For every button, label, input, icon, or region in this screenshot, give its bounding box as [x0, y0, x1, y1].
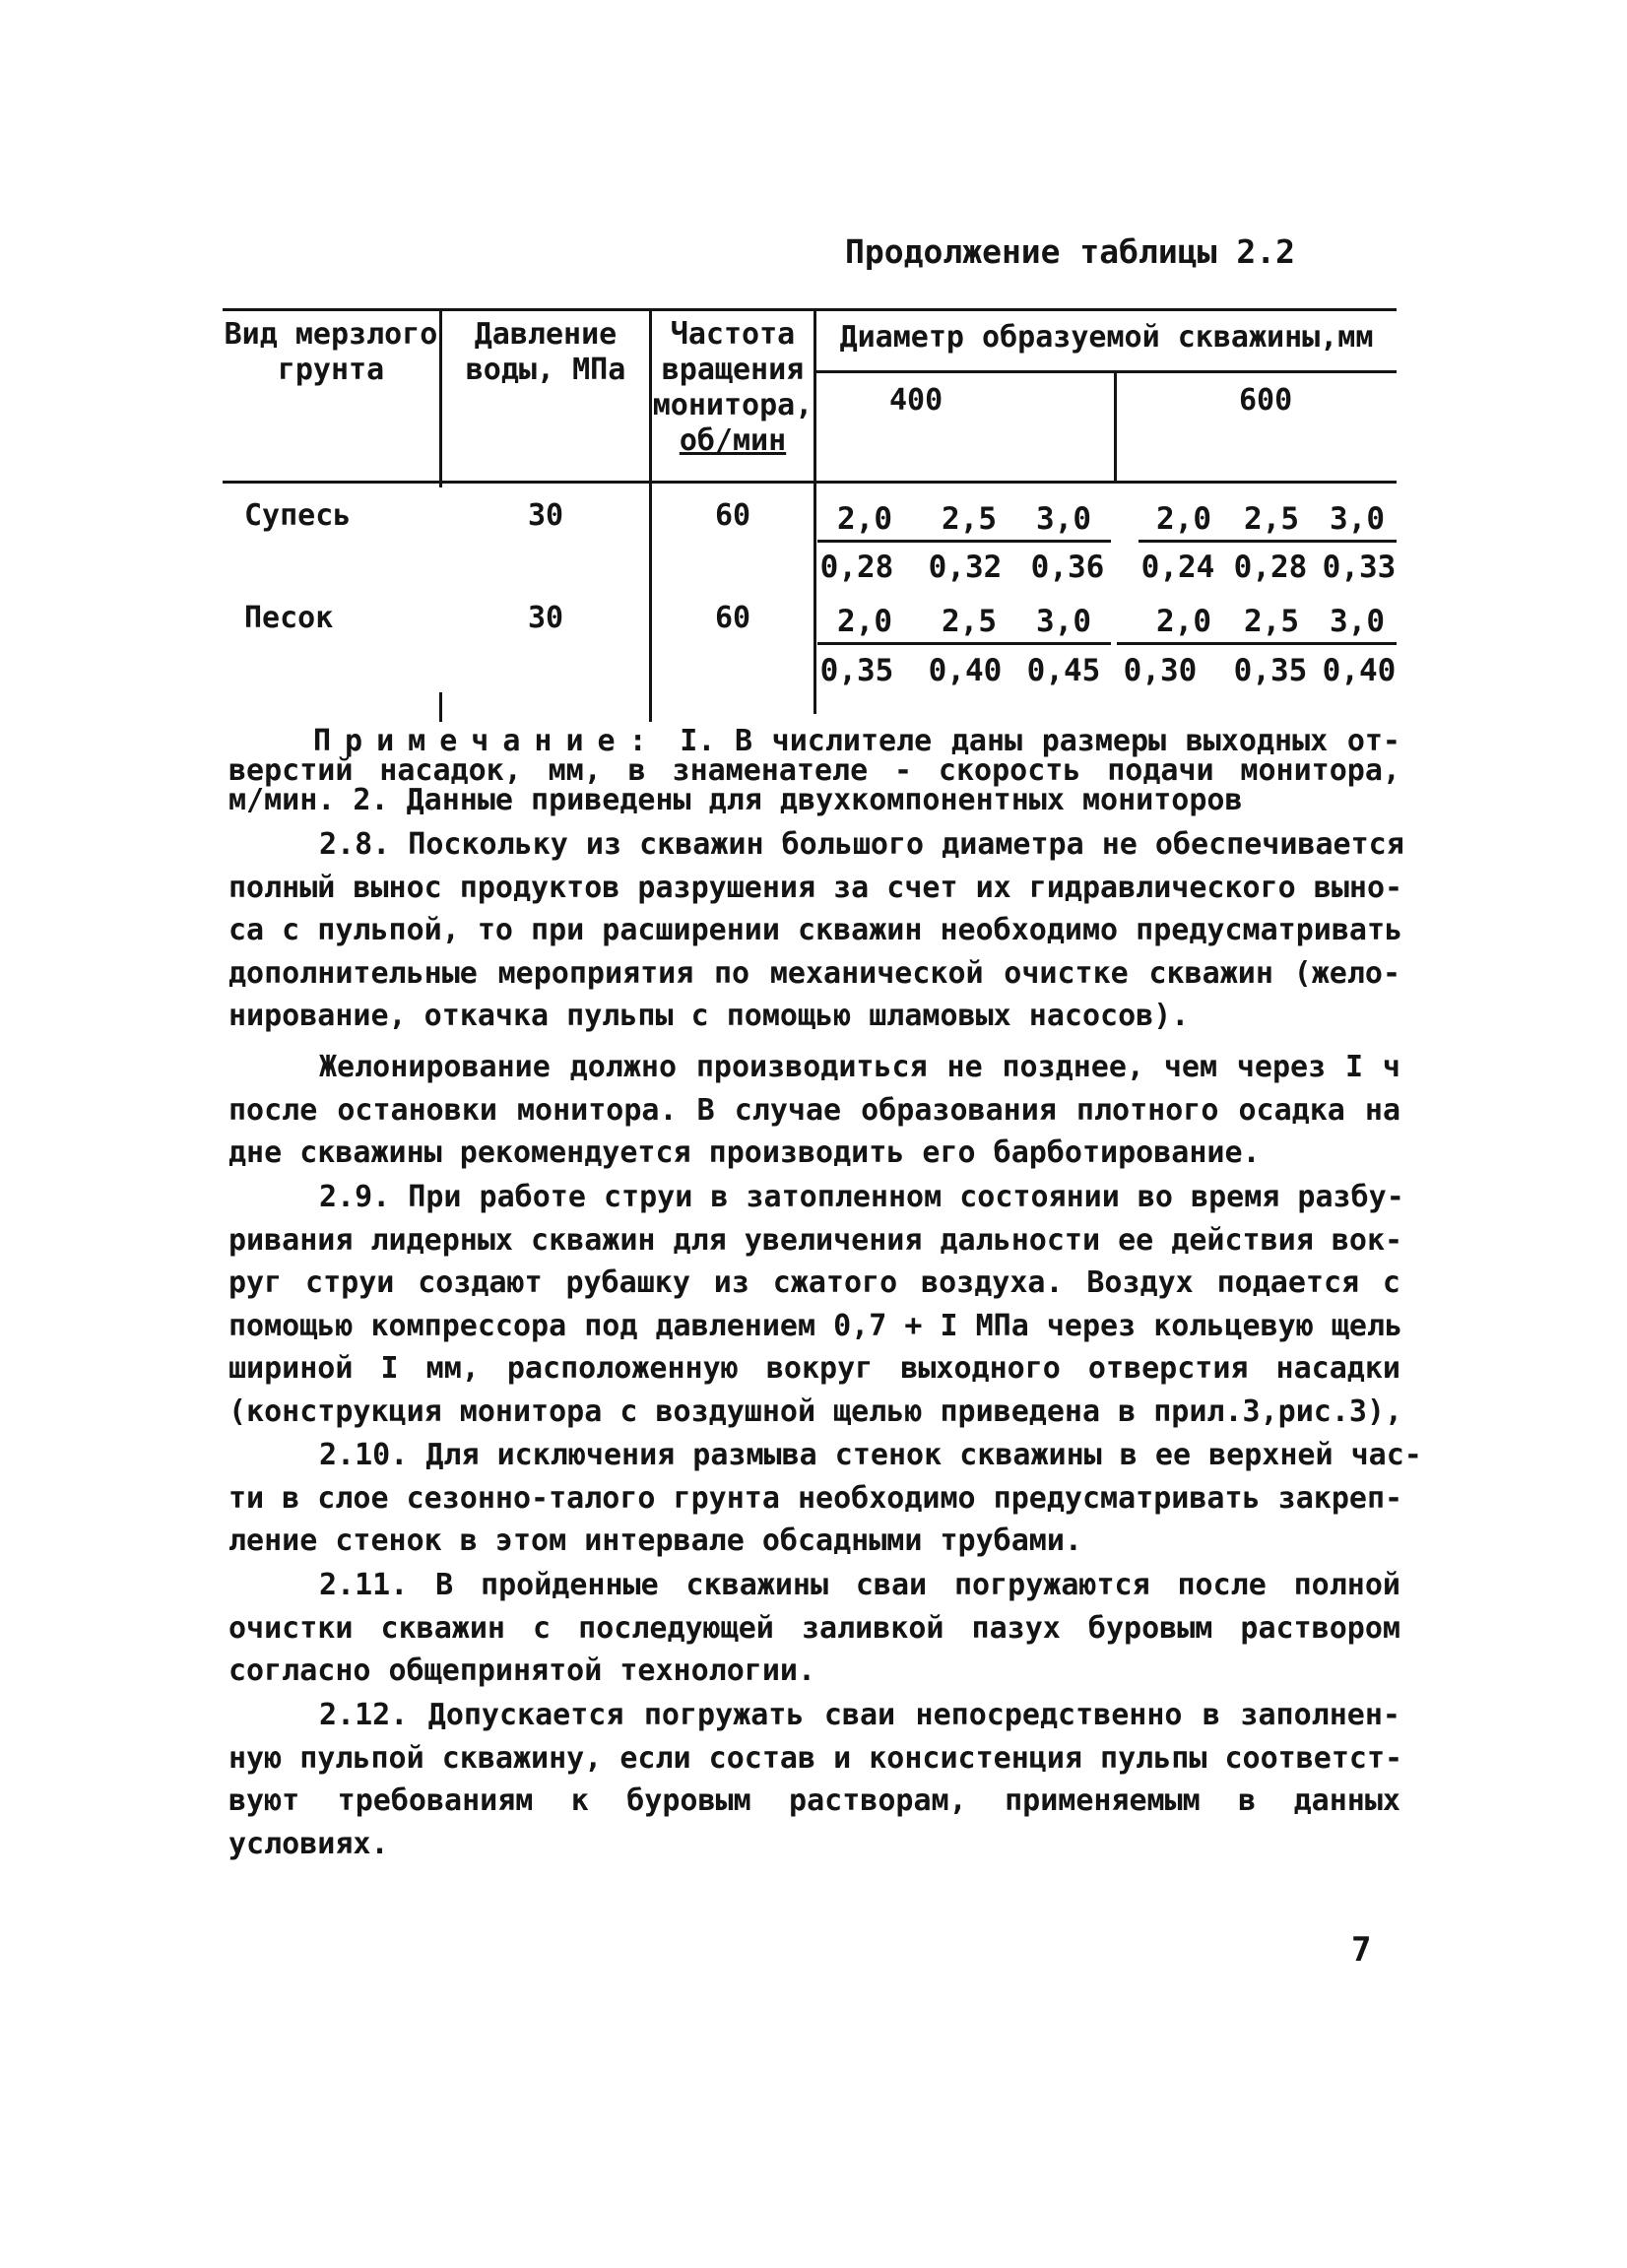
- nozzle-size: 3,0: [1036, 604, 1091, 639]
- note-text-1: I. В числителе даны размеры выходных от-: [680, 724, 1400, 758]
- table-group-rule: [814, 370, 1397, 373]
- text-line: 2.11. В пройденные скважины сваи погружаются после полной: [319, 1568, 1400, 1602]
- paragraph-2-9: [228, 1176, 1404, 1433]
- paragraph-2-8: [228, 823, 1404, 1038]
- nozzle-size: 3,0: [1036, 501, 1091, 537]
- data-table: [223, 308, 1397, 722]
- header-diameter-400: 400: [889, 383, 944, 418]
- header-rpm-line3: монитора,: [652, 388, 814, 422]
- feed-speed: 0,45: [1026, 653, 1101, 688]
- note-line-1: [228, 724, 1400, 758]
- header-diameter-600: 600: [1239, 383, 1293, 418]
- fraction-bar: [817, 540, 1111, 543]
- paragraph-2-11: [228, 1564, 1400, 1693]
- row-rpm: 60: [714, 601, 751, 635]
- paragraph-2-10: [228, 1434, 1422, 1563]
- paragraph-2-12: [228, 1694, 1403, 1865]
- nozzle-size: 2,5: [942, 604, 997, 639]
- text-line: (конструкция монитора с воздушной щелью приведена в прил.3,рис.3),: [228, 1393, 1403, 1429]
- header-rpm-line4: об/мин: [679, 423, 787, 458]
- row-soil-name: Песок: [244, 601, 334, 635]
- text-line: после остановки монитора. В случае образования плотного осадка на: [228, 1092, 1400, 1128]
- fraction-bar: [1117, 642, 1397, 645]
- table-caption: Продолжение таблицы 2.2: [845, 232, 1295, 271]
- text-line: ление стенок в этом интервале обсадными трубами.: [228, 1523, 1082, 1558]
- row-pressure: 30: [527, 601, 564, 635]
- feed-speed: 0,40: [1322, 653, 1397, 688]
- header-rpm-line1: Частота: [670, 317, 796, 352]
- feed-speed: 0,40: [928, 653, 1003, 688]
- nozzle-size: 3,0: [1330, 604, 1385, 639]
- text-line: согласно общепринятой технологии.: [228, 1653, 816, 1688]
- text-line: руг струи создают рубашку из сжатого воздуха. Воздух подается с: [228, 1265, 1400, 1300]
- nozzle-size: 2,0: [837, 604, 892, 639]
- row-pressure: 30: [527, 498, 564, 533]
- feed-speed: 0,24: [1140, 550, 1215, 585]
- feed-speed: 0,32: [928, 550, 1003, 585]
- text-line: 2.9. При работе струи в затопленном состоянии во время разбу-: [319, 1180, 1404, 1214]
- table-col-divider-1b: [439, 692, 442, 722]
- header-soil-type-line2: грунта: [277, 353, 385, 387]
- text-line: дополнительные мероприятия по механической очистке скважин (жело-: [228, 955, 1400, 991]
- header-soil-type-line1: Вид мерзлого: [224, 317, 438, 352]
- header-pressure-line1: Давление: [474, 317, 618, 352]
- text-line: условиях.: [228, 1826, 389, 1861]
- table-col-divider-3: [814, 308, 816, 714]
- row-rpm: 60: [714, 498, 751, 533]
- feed-speed: 0,35: [1233, 653, 1308, 688]
- nozzle-size: 2,5: [942, 501, 997, 537]
- feed-speed: 0,36: [1030, 550, 1105, 585]
- text-line: очистки скважин с последующей заливкой пазух буровым раствором: [228, 1610, 1400, 1646]
- feed-speed: 0,28: [1233, 550, 1308, 585]
- text-line: нирование, откачка пульпы с помощью шламовых насосов).: [228, 999, 1190, 1033]
- header-diameter-group: Диаметр образуемой скважины,мм: [839, 320, 1374, 355]
- text-line: 2.8. Поскольку из скважин большого диаметра не обеспечивается: [319, 827, 1404, 862]
- text-line: шириной I мм, расположенную вокруг выходного отверстия насадки: [228, 1351, 1400, 1386]
- note-line-2: верстий насадок, мм, в знаменателе - скорость подачи монитора,: [228, 753, 1400, 788]
- text-line: ти в слое сезонно-талого грунта необходимо предусматривать закреп-: [228, 1480, 1403, 1516]
- feed-speed: 0,28: [819, 550, 894, 585]
- text-line: са с пульпой, то при расширении скважин необходимо предусматривать: [228, 913, 1403, 947]
- text-line: 2.10. Для исключения размыва стенок скважины в ее верхней час-: [319, 1438, 1422, 1472]
- text-line: Желонирование должно производиться не позднее, чем через I ч: [319, 1050, 1400, 1084]
- table-top-rule: [223, 308, 1397, 311]
- table-note: [228, 724, 1400, 817]
- nozzle-size: 2,0: [1156, 604, 1211, 639]
- fraction-bar: [1139, 540, 1397, 543]
- nozzle-size: 3,0: [1330, 501, 1385, 537]
- paragraph-2-8-continued: [228, 1046, 1400, 1175]
- nozzle-size: 2,5: [1244, 604, 1299, 639]
- text-line: помощью компрессора под давлением 0,7 + I МПа через кольцевую щель: [228, 1308, 1403, 1343]
- feed-speed: 0,30: [1123, 653, 1198, 688]
- text-line: 2.12. Допускается погружать сваи непосредственно в заполнен-: [319, 1698, 1400, 1732]
- nozzle-size: 2,0: [837, 501, 892, 537]
- feed-speed: 0,33: [1322, 550, 1397, 585]
- header-rpm-line2: вращения: [661, 353, 805, 387]
- table-header-rule: [223, 481, 1397, 484]
- nozzle-size: 2,0: [1156, 501, 1211, 537]
- row-soil-name: Супесь: [244, 498, 352, 533]
- nozzle-size: 2,5: [1244, 501, 1299, 537]
- text-line: дне скважины рекомендуется производить его барботирование.: [228, 1135, 1261, 1170]
- header-pressure-line2: воды, МПа: [465, 353, 626, 387]
- text-line: полный вынос продуктов разрушения за счет их гидравлического выно-: [228, 870, 1403, 905]
- text-line: ную пульпой скважину, если состав и консистенция пульпы соответст-: [228, 1740, 1403, 1776]
- note-label: Примечание:: [313, 724, 661, 758]
- note-line-3: м/мин. 2. Данные приведены для двухкомпонентных мониторов: [228, 783, 1243, 817]
- page-number: 7: [1351, 1930, 1372, 1970]
- text-line: ривания лидерных скважин для увеличения дальности ее действия вок-: [228, 1222, 1403, 1258]
- fraction-bar: [817, 642, 1111, 645]
- feed-speed: 0,35: [819, 653, 894, 688]
- text-line: вуют требованиям к буровым растворам, применяемым в данных: [228, 1783, 1400, 1818]
